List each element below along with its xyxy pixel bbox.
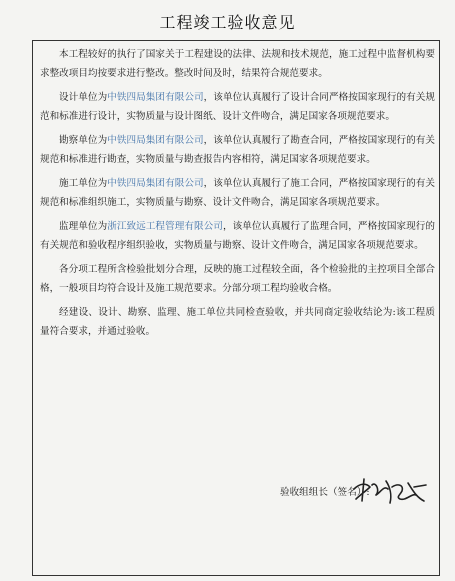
opinion-paragraph (40, 88, 435, 126)
paragraph-text: ，该单位认真履行了设计合同严格按国家现行的有关规范和标准进行设计，实物质量与设计图纸、设计文件吻合，满足国家各项规范要求。 (40, 92, 436, 122)
unit-name: 中铁四局集团有限公司 (107, 135, 204, 146)
document-title: 工程竣工验收意见 (159, 13, 296, 32)
paragraph-text: 经建设、设计、勘察、监理、施工单位共同检查验收，并共同商定验收结论为:该工程质量符合要求，并通过验收。 (40, 307, 435, 337)
opinion-body (40, 45, 435, 346)
opinion-paragraph (40, 260, 435, 298)
paragraph-text: ，该单位认真履行了监理合同，严格按国家现行的有关规范和验收程序组织验收，实物质量与勘察、设计文件吻合，满足国家各项规范要求。 (40, 221, 436, 251)
unit-name: 中铁四局集团有限公司 (107, 92, 204, 103)
opinion-paragraph (40, 131, 435, 169)
opinion-paragraph (40, 45, 435, 83)
unit-name: 浙江致远工程管理有限公司 (107, 221, 223, 232)
handwritten-signature (350, 475, 430, 507)
paragraph-text: 施工单位为 (59, 178, 108, 189)
opinion-paragraph (40, 303, 435, 341)
paragraph-text: 设计单位为 (59, 92, 108, 103)
signature-label: 验收组组长（签名）: (280, 487, 370, 498)
paragraph-text: 各分项工程所含检验批划分合理，反映的施工过程较全面，各个检验批的主控项目全部合格，一般项目均符合设计及施工规范要求。分部分项工程均验收合格。 (40, 264, 435, 294)
paragraph-text: ，该单位认真履行了勘查合同，严格按国家现行的有关规范和标准进行勘查，实物质量与勘查报告内容相符，满足国家各项规范要求。 (40, 135, 436, 165)
paragraph-text: ，该单位认真履行了施工合同，严格按国家现行的有关规范和标准组织施工，实物质量与勘察、设计文件吻合，满足国家各项规范要求。 (40, 178, 436, 208)
paragraph-text: 本工程较好的执行了国家关于工程建设的法律、法规和技术规范，施工过程中监督机构要求整改项目均按要求进行整改。整改时间及时，结果符合规范要求。 (40, 49, 435, 79)
unit-name: 中铁四局集团有限公司 (107, 178, 204, 189)
opinion-paragraph (40, 174, 435, 212)
paragraph-text: 勘察单位为 (59, 135, 108, 146)
opinion-paragraph (40, 217, 435, 255)
paragraph-text: 监理单位为 (59, 221, 108, 232)
